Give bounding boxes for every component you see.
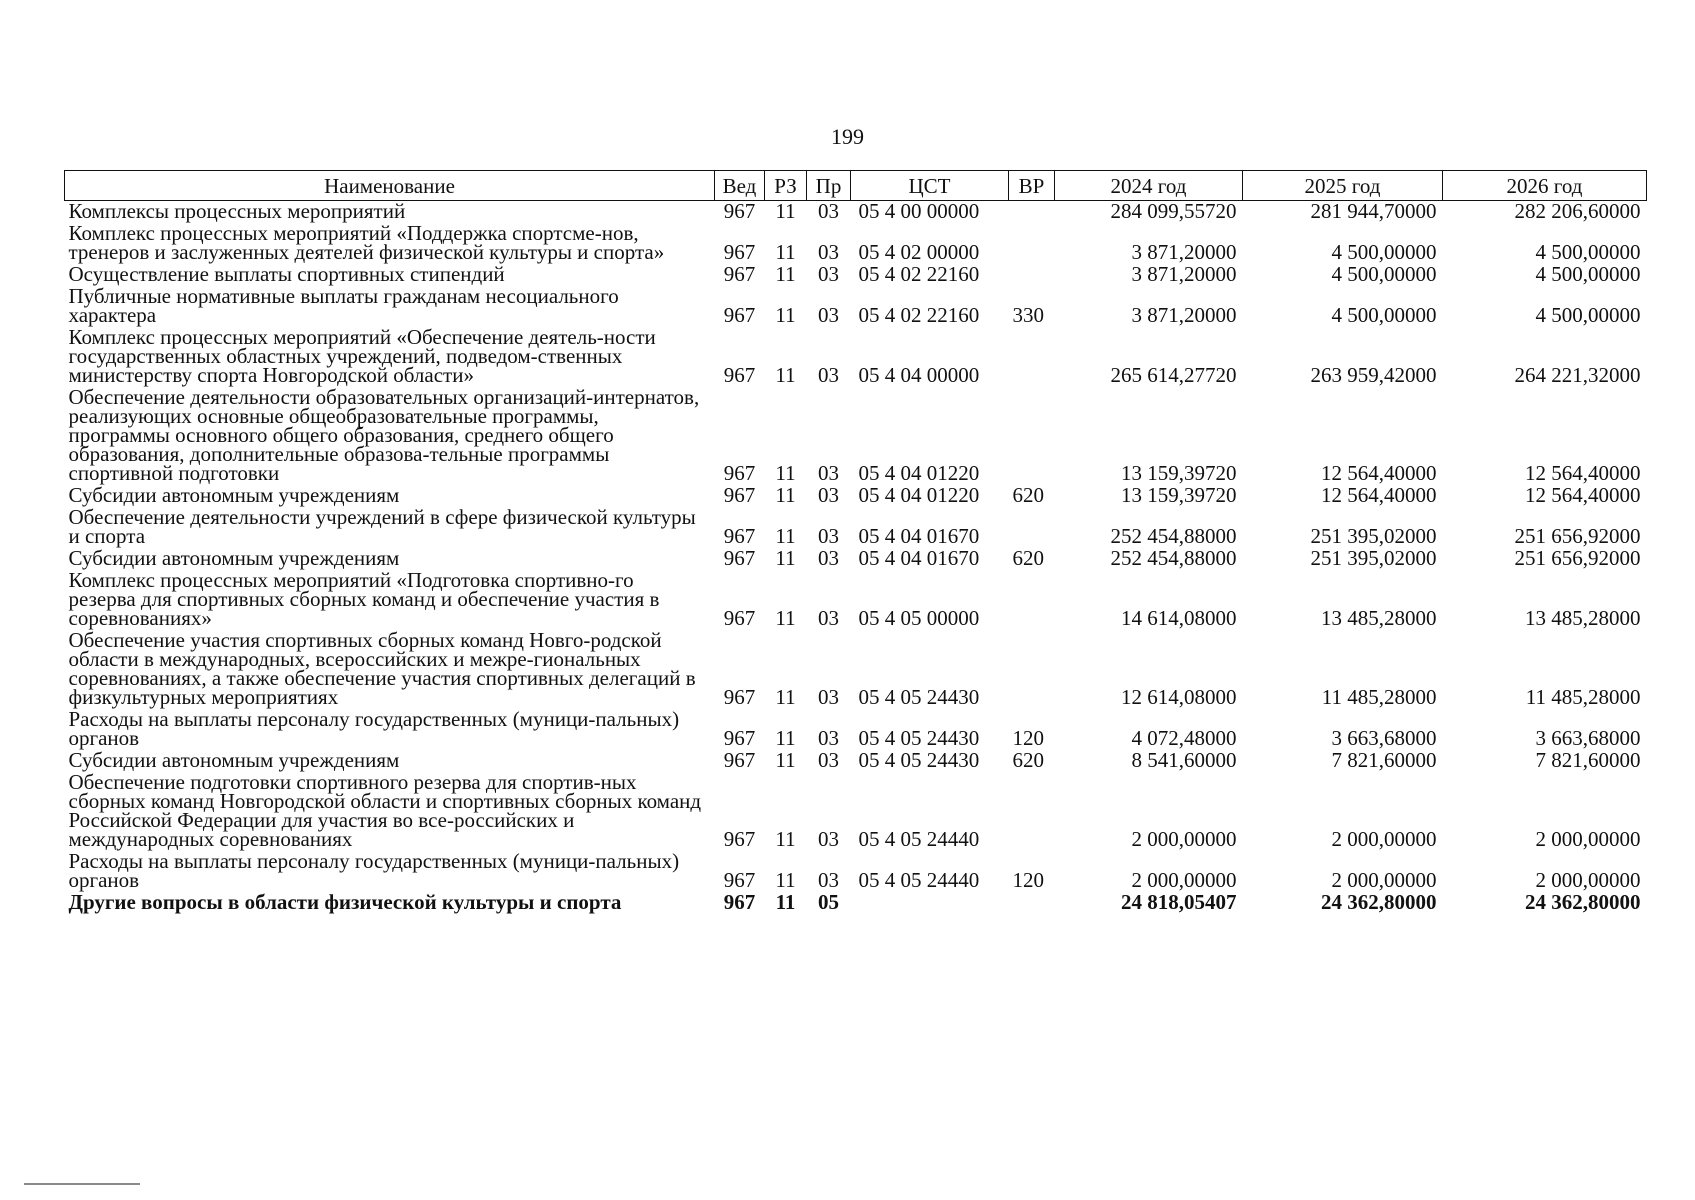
cell-cst: 05 4 02 22160	[858, 262, 980, 286]
cell-name: Комплекс процессных мероприятий «Поддержка спортсме-нов, тренеров и заслуженных деятелей физической культуры и спорта»	[68, 221, 665, 264]
cell-rz: 11	[775, 890, 796, 914]
cell-pr: 03	[818, 303, 839, 327]
table-row	[65, 772, 1647, 851]
cell-cst: 05 4 05 24430	[858, 685, 980, 709]
cell-ved: 967	[723, 546, 756, 570]
table-row	[65, 327, 1647, 387]
cell-y2026: 4 500,00000	[1535, 303, 1641, 327]
cell-y2024: 13 159,39720	[1121, 461, 1237, 485]
cell-ved: 967	[723, 199, 756, 223]
header-2024: 2024 год	[1055, 171, 1243, 201]
cell-y2026: 264 221,32000	[1514, 363, 1641, 387]
cell-pr: 03	[818, 606, 839, 630]
cell-y2026: 3 663,68000	[1535, 726, 1641, 750]
cell-y2024: 252 454,88000	[1110, 524, 1237, 548]
cell-pr: 03	[818, 262, 839, 286]
cell-y2026: 4 500,00000	[1535, 262, 1641, 286]
cell-name: Другие вопросы в области физической культуры и спорта	[68, 890, 622, 914]
cell-y2024: 24 818,05407	[1121, 890, 1237, 914]
cell-y2024: 12 614,08000	[1121, 685, 1237, 709]
header-ved: Вед	[715, 171, 765, 201]
cell-y2024: 13 159,39720	[1121, 483, 1237, 507]
cell-y2025: 2 000,00000	[1331, 868, 1437, 892]
cell-vr	[1009, 630, 1055, 709]
cell-pr: 05	[818, 890, 839, 914]
table-row	[65, 548, 1647, 570]
cell-y2024: 2 000,00000	[1131, 868, 1237, 892]
cell-cst: 05 4 04 01220	[858, 461, 980, 485]
cell-cst: 05 4 02 22160	[858, 303, 980, 327]
cell-rz: 11	[775, 240, 796, 264]
table-row	[65, 570, 1647, 630]
cell-cst: 05 4 04 01670	[858, 546, 980, 570]
cell-pr: 03	[818, 461, 839, 485]
cell-name: Расходы на выплаты персоналу государственных (муници-пальных) органов	[68, 707, 680, 750]
cell-ved: 967	[723, 827, 756, 851]
cell-rz: 11	[775, 524, 796, 548]
cell-pr: 03	[818, 546, 839, 570]
cell-vr	[1009, 570, 1055, 630]
cell-ved: 967	[723, 748, 756, 772]
cell-y2026: 4 500,00000	[1535, 240, 1641, 264]
cell-y2025: 251 395,02000	[1310, 524, 1437, 548]
cell-ved: 967	[723, 606, 756, 630]
cell-pr: 03	[818, 240, 839, 264]
header-pr: Пр	[807, 171, 851, 201]
table-row	[65, 286, 1647, 327]
cell-rz: 11	[775, 461, 796, 485]
cell-name: Комплекс процессных мероприятий «Обеспечение деятель-ности государственных областных учреждений, подведом-ственных министерству спорта Новгородской области»	[68, 325, 656, 387]
cell-cst: 05 4 04 00000	[858, 363, 980, 387]
cell-rz: 11	[775, 748, 796, 772]
cell-ved: 967	[723, 524, 756, 548]
cell-vr	[1009, 327, 1055, 387]
cell-y2024: 8 541,60000	[1131, 748, 1237, 772]
cell-cst: 05 4 05 24440	[858, 827, 980, 851]
cell-y2025: 12 564,40000	[1321, 461, 1437, 485]
cell-y2025: 281 944,70000	[1310, 199, 1437, 223]
table-row	[65, 851, 1647, 892]
cell-name: Обеспечение деятельности образовательных организаций-интернатов, реализующих основные общеобразовательные программы, программы основного общего образования, среднего общего образования, дополнительные образова-тельные программы спортивной подготовки	[68, 385, 700, 485]
cell-pr: 03	[818, 363, 839, 387]
cell-y2024: 3 871,20000	[1131, 240, 1237, 264]
cell-vr	[1009, 387, 1055, 485]
cell-name: Обеспечение деятельности учреждений в сфере физической культуры и спорта	[68, 505, 696, 548]
cell-ved: 967	[723, 262, 756, 286]
cell-ved: 967	[723, 240, 756, 264]
cell-ved: 967	[723, 461, 756, 485]
table-row	[65, 201, 1647, 224]
cell-y2024: 4 072,48000	[1131, 726, 1237, 750]
header-rz: РЗ	[765, 171, 807, 201]
cell-y2026: 24 362,80000	[1525, 890, 1641, 914]
cell-ved: 967	[723, 363, 756, 387]
cell-y2026: 282 206,60000	[1514, 199, 1641, 223]
cell-ved: 967	[723, 303, 756, 327]
table-row	[65, 630, 1647, 709]
scan-artifact-line	[24, 1183, 140, 1185]
header-2026: 2026 год	[1443, 171, 1647, 201]
cell-y2025: 12 564,40000	[1321, 483, 1437, 507]
cell-y2024: 265 614,27720	[1110, 363, 1237, 387]
cell-vr: 330	[1012, 303, 1044, 327]
header-2025: 2025 год	[1243, 171, 1443, 201]
cell-pr: 03	[818, 827, 839, 851]
header-name: Наименование	[65, 171, 715, 201]
cell-cst: 05 4 04 01220	[858, 483, 980, 507]
cell-y2025: 4 500,00000	[1331, 240, 1437, 264]
cell-y2024: 284 099,55720	[1110, 199, 1237, 223]
cell-y2026: 2 000,00000	[1535, 827, 1641, 851]
cell-name: Комплексы процессных мероприятий	[68, 199, 406, 223]
cell-y2024: 252 454,88000	[1110, 546, 1237, 570]
cell-ved: 967	[723, 726, 756, 750]
cell-y2026: 13 485,28000	[1525, 606, 1641, 630]
cell-y2026: 251 656,92000	[1514, 524, 1641, 548]
budget-table	[64, 170, 1647, 914]
cell-rz: 11	[775, 363, 796, 387]
cell-name: Субсидии автономным учреждениям	[68, 748, 400, 772]
cell-pr: 03	[818, 685, 839, 709]
cell-cst: 05 4 05 00000	[858, 606, 980, 630]
cell-y2026: 251 656,92000	[1514, 546, 1641, 570]
cell-y2025: 11 485,28000	[1321, 685, 1437, 709]
cell-rz: 11	[775, 827, 796, 851]
cell-rz: 11	[775, 199, 796, 223]
cell-pr: 03	[818, 748, 839, 772]
cell-name: Обеспечение участия спортивных сборных команд Новго-родской области в международных, всероссийских и межре-гиональных соревнованиях, а также обеспечение участия спортивных делегаций в физкультурных мероприятиях	[68, 628, 696, 709]
cell-cst: 05 4 05 24430	[858, 726, 980, 750]
cell-vr	[1009, 201, 1055, 224]
cell-y2026: 12 564,40000	[1525, 483, 1641, 507]
cell-rz: 11	[775, 726, 796, 750]
page-number: 199	[831, 124, 864, 149]
table-row	[65, 892, 1647, 914]
table-header-row	[65, 171, 1647, 201]
cell-y2024: 3 871,20000	[1131, 262, 1237, 286]
cell-y2026: 12 564,40000	[1525, 461, 1641, 485]
table-row	[65, 485, 1647, 507]
cell-y2024: 3 871,20000	[1131, 303, 1237, 327]
cell-name: Субсидии автономным учреждениям	[68, 546, 400, 570]
cell-cst	[851, 892, 1009, 914]
cell-ved: 967	[723, 483, 756, 507]
cell-y2025: 7 821,60000	[1331, 748, 1437, 772]
cell-name: Субсидии автономным учреждениям	[68, 483, 400, 507]
cell-y2025: 24 362,80000	[1321, 890, 1437, 914]
cell-pr: 03	[818, 524, 839, 548]
cell-y2025: 4 500,00000	[1331, 303, 1437, 327]
cell-ved: 967	[723, 890, 756, 914]
cell-vr	[1009, 772, 1055, 851]
cell-rz: 11	[775, 546, 796, 570]
cell-rz: 11	[775, 483, 796, 507]
cell-y2026: 2 000,00000	[1535, 868, 1641, 892]
cell-name: Расходы на выплаты персоналу государственных (муници-пальных) органов	[68, 849, 680, 892]
cell-vr	[1009, 507, 1055, 548]
cell-rz: 11	[775, 685, 796, 709]
cell-ved: 967	[723, 868, 756, 892]
cell-vr	[1009, 223, 1055, 264]
cell-cst: 05 4 02 00000	[858, 240, 980, 264]
cell-y2025: 263 959,42000	[1310, 363, 1437, 387]
cell-rz: 11	[775, 303, 796, 327]
cell-cst: 05 4 05 24440	[858, 868, 980, 892]
cell-pr: 03	[818, 483, 839, 507]
table-row	[65, 507, 1647, 548]
cell-vr	[1009, 892, 1055, 914]
cell-y2026: 11 485,28000	[1525, 685, 1641, 709]
header-vr: ВР	[1009, 171, 1055, 201]
cell-name: Публичные нормативные выплаты гражданам несоциального характера	[68, 284, 619, 327]
cell-y2024: 2 000,00000	[1131, 827, 1237, 851]
cell-vr: 620	[1012, 748, 1044, 772]
table-row	[65, 264, 1647, 286]
cell-y2025: 13 485,28000	[1321, 606, 1437, 630]
cell-ved: 967	[723, 685, 756, 709]
cell-vr: 620	[1012, 483, 1044, 507]
cell-vr: 120	[1012, 868, 1044, 892]
cell-cst: 05 4 05 24430	[858, 748, 980, 772]
table-row	[65, 709, 1647, 750]
cell-vr	[1009, 264, 1055, 286]
cell-y2025: 3 663,68000	[1331, 726, 1437, 750]
cell-name: Осуществление выплаты спортивных стипендий	[68, 262, 505, 286]
table-row	[65, 750, 1647, 772]
table-row	[65, 387, 1647, 485]
cell-rz: 11	[775, 262, 796, 286]
cell-y2025: 4 500,00000	[1331, 262, 1437, 286]
cell-name: Обеспечение подготовки спортивного резерва для спортив-ных сборных команд Новгородской области и спортивных сборных команд Российской Федерации для участия во все-российских и международных соревнованиях	[68, 770, 702, 851]
table-body	[65, 201, 1647, 915]
cell-pr: 03	[818, 199, 839, 223]
cell-y2025: 2 000,00000	[1331, 827, 1437, 851]
cell-y2026: 7 821,60000	[1535, 748, 1641, 772]
table-row	[65, 223, 1647, 264]
cell-y2024: 14 614,08000	[1121, 606, 1237, 630]
cell-cst: 05 4 00 00000	[858, 199, 980, 223]
cell-name: Комплекс процессных мероприятий «Подготовка спортивно-го резерва для спортивных сборных команд и обеспечение участия в соревнованиях»	[68, 568, 660, 630]
cell-vr: 120	[1012, 726, 1044, 750]
header-cst: ЦСТ	[851, 171, 1009, 201]
cell-rz: 11	[775, 868, 796, 892]
cell-cst: 05 4 04 01670	[858, 524, 980, 548]
cell-pr: 03	[818, 868, 839, 892]
cell-rz: 11	[775, 606, 796, 630]
cell-y2025: 251 395,02000	[1310, 546, 1437, 570]
cell-vr: 620	[1012, 546, 1044, 570]
cell-pr: 03	[818, 726, 839, 750]
